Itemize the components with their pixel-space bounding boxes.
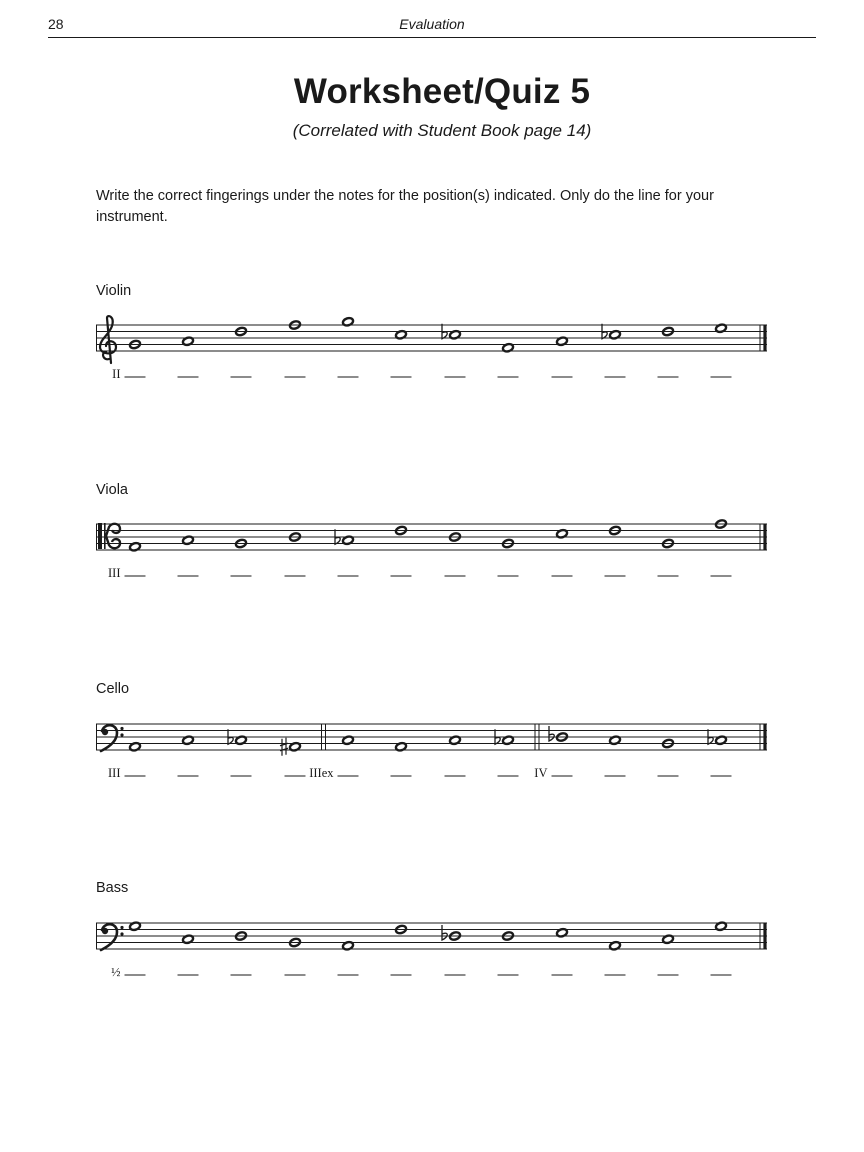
page-subtitle: (Correlated with Student Book page 14) <box>292 121 592 140</box>
staff-label-violin: Violin <box>96 283 132 299</box>
sharp-icon <box>280 738 288 756</box>
page-number: 28 <box>48 16 64 32</box>
flat-icon <box>549 726 554 741</box>
instructions: Write the correct fingerings under the notes for the position(s) indicated. Only do the line for your instrument. <box>96 188 714 225</box>
position-mark: ½ <box>111 965 121 979</box>
position-mark: III <box>108 766 121 780</box>
bass-clef-icon <box>101 725 124 751</box>
staff-label-bass: Bass <box>96 880 129 896</box>
position-mark: II <box>112 367 121 381</box>
treble-clef-icon <box>100 316 116 363</box>
page-title: Worksheet/Quiz 5 <box>293 72 591 111</box>
position-mark: IV <box>534 766 548 780</box>
running-head: Evaluation <box>399 16 465 32</box>
staff-label-viola: Viola <box>96 482 128 498</box>
position-mark: IIIex <box>309 766 334 780</box>
flat-icon <box>442 925 447 940</box>
bass-clef-icon <box>101 924 124 950</box>
position-mark: III <box>108 566 121 580</box>
staff-label-cello: Cello <box>96 681 130 697</box>
alto-clef-icon <box>98 523 120 549</box>
